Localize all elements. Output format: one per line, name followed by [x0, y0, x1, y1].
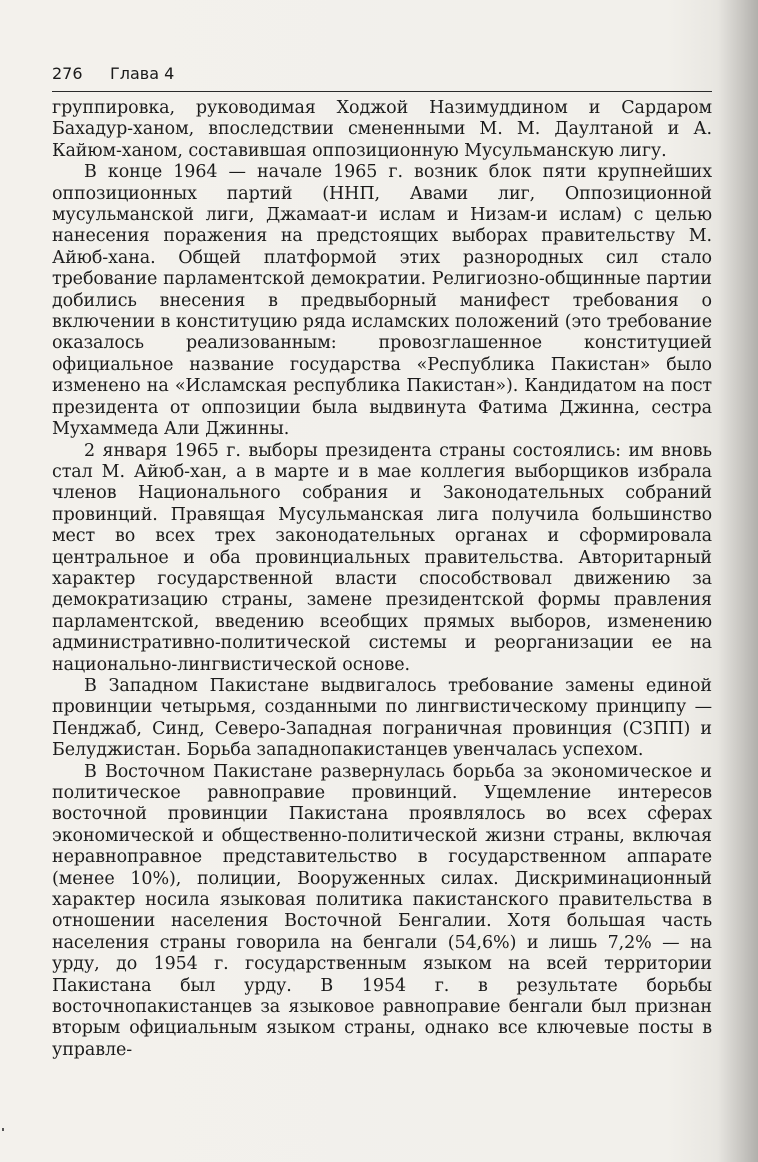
gutter-shadow [718, 0, 758, 1162]
paragraph: группировка, руководимая Ходжой Назимуддином и Сардаром Бахадур-ханом, впоследствии смененными М. М. Даултаной и А. Кайюм-ханом, составившая оппозиционную Мусульманскую лигу. [52, 98, 712, 161]
running-header [52, 64, 712, 88]
body-text [52, 98, 712, 1061]
header-rule [52, 91, 712, 92]
paragraph: В Восточном Пакистане развернулась борьба за экономическое и политическое равноправие провинций. Ущемление интересов восточной провинции Пакистана проявлялось во всех сферах экономической и общественно-политической жизни страны, включая неравноправное представительство в государственном аппарате (менее 10%), полиции, Вооруженных силах. Дискриминационный характер носила языковая политика пакистанского правительства в отношении населения Восточной Бенгалии. Хотя большая часть населения страны говорила на бенгали (54,6%) и лишь 7,2% — на урду, до 1954 г. государственным языком на всей территории Пакистана был урду. В 1954 г. в результате борьбы восточнопакистанцев за языковое равноправие бенгали был признан вторым официальным языком страны, однако все ключевые посты в управле- [52, 761, 712, 1060]
page-number: 276 [52, 64, 83, 83]
paragraph: В Западном Пакистане выдвигалось требование замены единой провинции четырьмя, созданными по лингвистическому принципу — Пенджаб, Синд, Северо-Западная пограничная провинция (СЗПП) и Белуджистан. Борьба западнопакистанцев увенчалась успехом. [52, 675, 712, 761]
chapter-title: Глава 4 [110, 64, 175, 83]
scan-speck [2, 1128, 4, 1131]
paragraph: В конце 1964 — начале 1965 г. возник блок пяти крупнейших оппозиционных партий (ННП, Авами лиг, Оппозиционной мусульманской лиги, Джамаат-и ислам и Низам-и ислам) с целью нанесения поражения на предстоящих выборах правительству М. Айюб-хана. Общей платформой этих разнородных сил стало требование парламентской демократии. Религиозно-общинные партии добились внесения в предвыборный манифест требования о включении в конституцию ряда исламских положений (это требование оказалось реализованным: провозглашенное конституцией официальное название государства «Республика Пакистан» было изменено на «Исламская республика Пакистан»). Кандидатом на пост президента от оппозиции была выдвинута Фатима Джинна, сестра Мухаммеда Али Джинны. [52, 162, 712, 440]
paragraph: 2 января 1965 г. выборы президента страны состоялись: им вновь стал М. Айюб-хан, а в марте и в мае коллегия выборщиков избрала членов Национального собрания и Законодательных собраний провинций. Правящая Мусульманская лига получила большинство мест во всех трех законодательных органах и сформировала центральное и оба провинциальных правительства. Авторитарный характер государственной власти способствовал движению за демократизацию страны, замене президентской формы правления парламентской, введению всеобщих прямых выборов, изменению административно-политической системы и реорганизации ее на национально-лингвистической основе. [52, 440, 712, 675]
